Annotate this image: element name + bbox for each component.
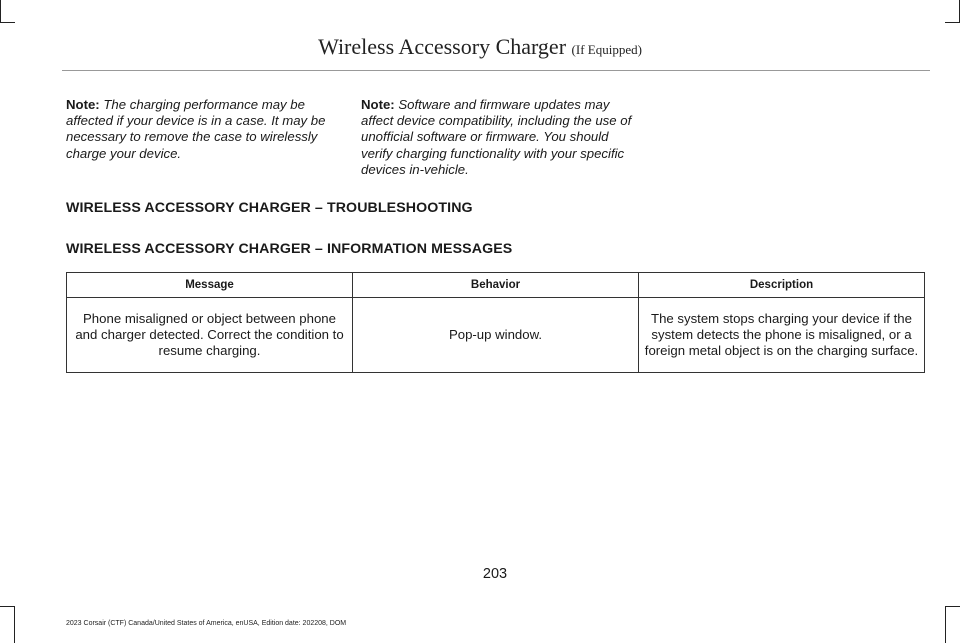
page-title-suffix: (If Equipped) <box>571 42 642 57</box>
cell-description: The system stops charging your device if the system detects the phone is misaligned, or a foreign metal object is on the charging surface. <box>639 298 925 373</box>
note-text: Software and firmware updates may affect device compatibility, including the use of unofficial software or firmware. You should verify charging functionality with your specific devices in-vehicle. <box>361 97 632 177</box>
note-case <box>66 97 346 162</box>
footer-edition: 2023 Corsair (CTF) Canada/United States of America, enUSA, Edition date: 202208, DOM <box>66 620 347 627</box>
cell-behavior: Pop-up window. <box>353 298 639 373</box>
crop-mark-top-left <box>0 22 15 23</box>
table-row <box>67 298 925 373</box>
page-title-main: Wireless Accessory Charger <box>318 34 567 59</box>
note-label: Note: <box>361 97 395 112</box>
note-text: The charging performance may be affected if your device is in a case. It may be necessary to remove the case to wirelessly charge your device. <box>66 97 326 161</box>
cell-message: Phone misaligned or object between phone and charger detected. Correct the condition to resume charging. <box>67 298 353 373</box>
column-header-message: Message <box>67 273 353 298</box>
crop-mark-bottom-right <box>945 606 946 643</box>
crop-mark-bottom-left <box>14 606 15 643</box>
header-divider <box>62 70 930 71</box>
page-title <box>0 34 960 60</box>
crop-mark-top-left <box>0 0 1 22</box>
column-header-description: Description <box>639 273 925 298</box>
column-header-behavior: Behavior <box>353 273 639 298</box>
table-header-row <box>67 273 925 298</box>
section-heading-information-messages: WIRELESS ACCESSORY CHARGER – INFORMATION MESSAGES <box>66 241 513 257</box>
section-heading-troubleshooting: WIRELESS ACCESSORY CHARGER – TROUBLESHOOTING <box>66 200 473 216</box>
note-software <box>361 97 633 178</box>
information-messages-table <box>66 272 925 373</box>
crop-mark-top-right <box>945 22 960 23</box>
crop-mark-bottom-right <box>945 606 960 607</box>
crop-mark-bottom-left <box>0 606 15 607</box>
page-number: 203 <box>482 566 508 582</box>
note-label: Note: <box>66 97 100 112</box>
